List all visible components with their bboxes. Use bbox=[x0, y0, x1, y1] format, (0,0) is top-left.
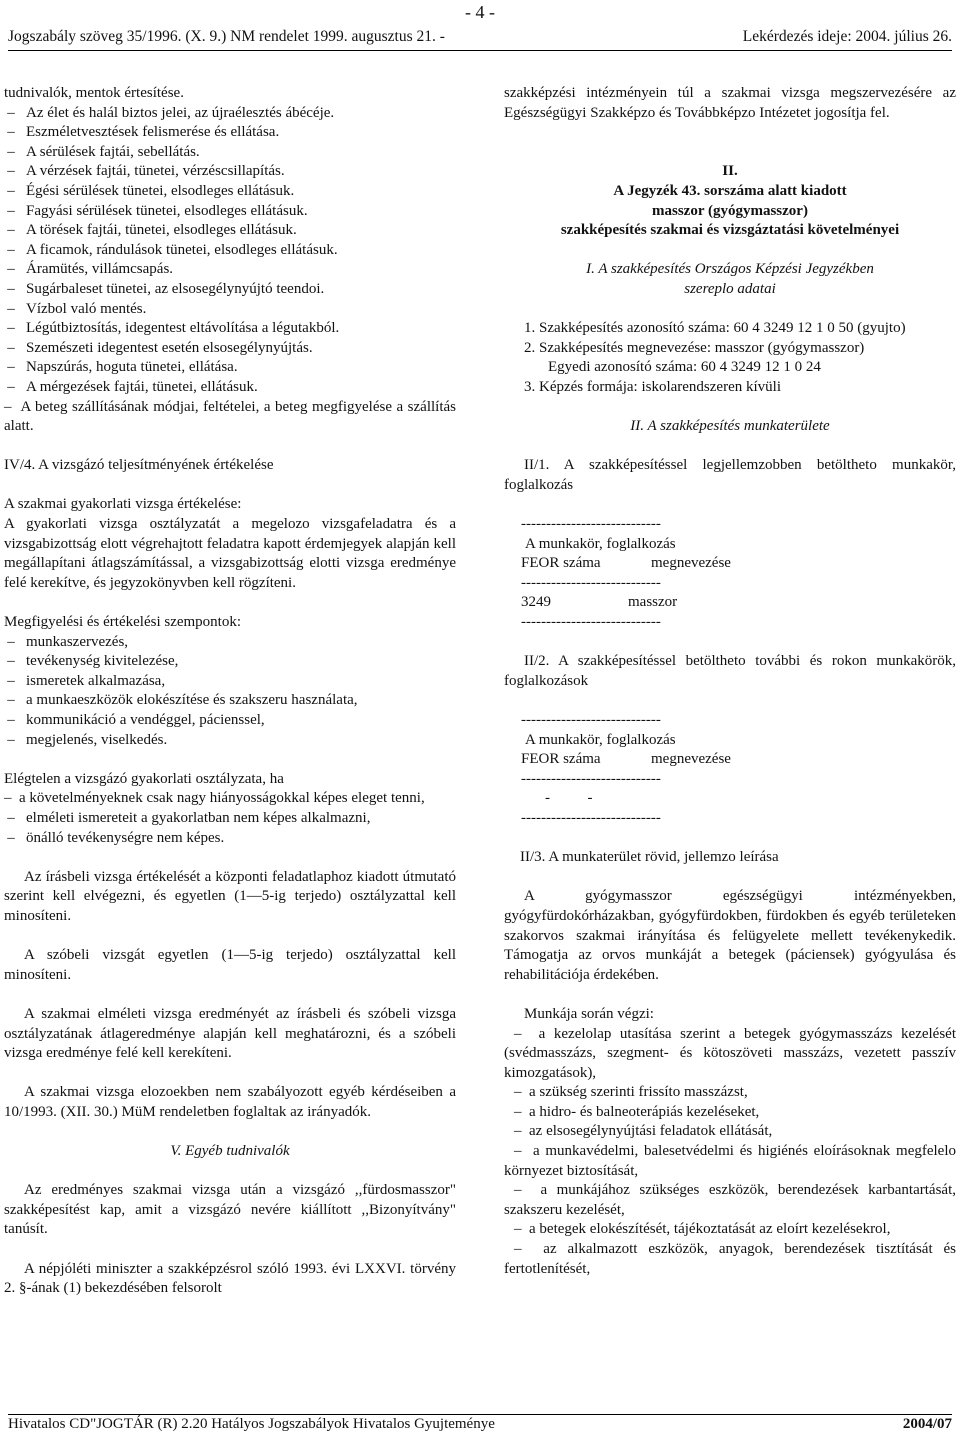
dash-mark: – bbox=[514, 1241, 544, 1258]
list-item: – tevékenység kivitelezése, bbox=[4, 652, 456, 672]
list-item: – Fagyási sérülések tünetei, elsodleges ellátásuk. bbox=[4, 202, 456, 222]
list-item bbox=[504, 1122, 956, 1142]
continuation-paragraph: szakképzési intézményein túl a szakmai vizsga megszervezésére az Egészségügyi Szakképzo és Továbbképzo Intézetet jogosítja fel. bbox=[504, 85, 956, 121]
list-item: – A mérgezések fajtái, tünetei, ellátásuk. bbox=[4, 378, 456, 398]
dash-mark: – bbox=[514, 1103, 529, 1120]
header-query-date: Lekérdezés ideje: 2004. július 26. bbox=[742, 28, 952, 45]
minister-paragraph: A népjóléti miniszter a szakképzésrol szóló 1993. évi LXXVI. törvény 2. §-ának (1) bekezdésében felsorolt bbox=[4, 1260, 456, 1297]
dash-mark: – bbox=[514, 1221, 529, 1238]
table-row: - - bbox=[545, 790, 593, 807]
table-row bbox=[521, 593, 956, 613]
section-ii-heading: II. A szakképesítés munkaterülete bbox=[630, 418, 830, 435]
list-item: – A ficamok, rándulások tünetei, elsodleges ellátásuk. bbox=[4, 241, 456, 261]
tasks-heading: Munkája során végzi: bbox=[524, 1005, 654, 1022]
certificate-paragraph: Az eredményes szakmai vizsga után a vizsgázó ,,fürdosmasszor" szakképesítést kap, amit a vizsgázó nevére kiállított ,,Bizonyítvány" tanúsít. bbox=[4, 1182, 456, 1238]
oral-exam-paragraph: A szóbeli vizsgát egyetlen (1—5-ig terjedo) osztályzattal kell minosíteni. bbox=[4, 947, 456, 983]
table-rule: ---------------------------- bbox=[521, 516, 661, 533]
part-roman-numeral: II. bbox=[722, 163, 738, 180]
table-header-row bbox=[521, 750, 956, 770]
list-item bbox=[504, 1220, 956, 1240]
list-item-wrapped bbox=[4, 789, 456, 809]
page-footer bbox=[8, 1414, 952, 1435]
list-item: – önálló tevékenységre nem képes. bbox=[4, 829, 456, 849]
list-item-text: a hidro- és balneoterápiás kezeléseket, bbox=[529, 1103, 760, 1120]
intro-line: tudnivalók, mentok értesítése. bbox=[4, 85, 184, 101]
list-item bbox=[504, 1083, 956, 1103]
table-title: A munkakör, foglalkozás bbox=[525, 731, 676, 748]
ii3-heading: II/3. A munkaterület rövid, jellemzo leírása bbox=[520, 849, 779, 866]
list-item-text: az elsosegélynyújtási feladatok ellátását, bbox=[529, 1123, 773, 1140]
occupation-name: masszor bbox=[628, 594, 678, 611]
written-exam-paragraph: Az írásbeli vizsga értékelését a központi feladatlaphoz kiadott útmutató szerint kell elvégezni, és egyetlen (1—5-ig terjedo) osztályzattal kell minosíteni. bbox=[4, 868, 456, 924]
item-3: 3. Képzés formája: iskolarendszeren kívüli bbox=[524, 378, 781, 395]
list-item: – A törések fajtái, tünetei, elsodleges ellátásuk. bbox=[4, 221, 456, 241]
table-header-feor: FEOR száma bbox=[521, 751, 601, 768]
table-rule: ---------------------------- bbox=[521, 614, 661, 631]
list-item: – munkaszervezés, bbox=[4, 633, 456, 653]
item-2-sub: Egyedi azonosító száma: 60 4 3249 12 1 0 24 bbox=[548, 359, 821, 376]
title-line-2: masszor (gyógymasszor) bbox=[652, 202, 808, 219]
dash-mark: – bbox=[4, 398, 21, 415]
list-item: – Áramütés, villámcsapás. bbox=[4, 260, 456, 280]
list-item: – ismeretek alkalmazása, bbox=[4, 672, 456, 692]
list-item-text: A beteg szállításának módjai, feltételei, a beteg megfigyelése a szállítás alatt. bbox=[4, 398, 456, 435]
table-header-row bbox=[521, 554, 956, 574]
list-item bbox=[504, 1103, 956, 1123]
table-rule: ---------------------------- bbox=[521, 574, 661, 591]
footer-source: Hivatalos CD"JOGTÁR (R) 2.20 Hatályos Jogszabályok Hivatalos Gyujteménye bbox=[8, 1416, 495, 1432]
list-item: – elméleti ismereteit a gyakorlatban nem képes alkalmazni, bbox=[4, 809, 456, 829]
list-item: – megjelenés, viselkedés. bbox=[4, 731, 456, 751]
list-item: – Sugárbaleset tünetei, az elsosegélynyújtó teendoi. bbox=[4, 280, 456, 300]
first-aid-topics bbox=[4, 104, 456, 437]
list-item bbox=[504, 1240, 956, 1279]
practical-paragraph: A gyakorlati vizsga osztályzatát a megelozo vizsgafeladatra és a vizsgabizottság elott végrehajtott feladatra kapott érdemjegyek alapján kell megállapítani átlagszámítással, a vizsgabizottság elotti vizsga eredménye felé kerekítve, és jegyzokönyvben kell rögzíteni. bbox=[4, 516, 456, 591]
dash-mark: – bbox=[514, 1084, 529, 1101]
feor-code: 3249 bbox=[521, 594, 551, 611]
ii1-heading: II/1. A szakképesítéssel legjellemzobben betöltheto munkakör, foglalkozás bbox=[504, 457, 956, 493]
page-header bbox=[8, 28, 952, 51]
section-i-heading-cont: szereplo adatai bbox=[684, 280, 776, 297]
title-line-3: szakképesítés szakmai és vizsgáztatási követelményei bbox=[560, 222, 900, 239]
dash-mark: – bbox=[514, 1182, 541, 1199]
list-item bbox=[504, 1181, 956, 1220]
page-number: - 4 - bbox=[465, 2, 495, 22]
ii2-heading: II/2. A szakképesítéssel betöltheto további és rokon munkakörök, foglalkozások bbox=[504, 653, 956, 689]
table-rule: ---------------------------- bbox=[521, 809, 661, 826]
section-i-heading: I. A szakképesítés Országos Képzési Jegyzékben bbox=[586, 261, 874, 278]
list-item bbox=[504, 1142, 956, 1181]
list-item: – kommunikáció a vendéggel, pácienssel, bbox=[4, 711, 456, 731]
dash-mark: – bbox=[4, 790, 19, 807]
item-2: 2. Szakképesítés megnevezése: masszor (gyógymasszor) bbox=[524, 339, 865, 356]
work-description: A gyógymasszor egészségügyi intézményekben, gyógyfürdokórházakban, gyógyfürdokben, fürdokben és egyéb területeken szakorvos szakmai irányítása és felügyelete mellett tevékenykedik. Támogatja az orvos munkáját a betegek (páciensek) gyógyulása és rehabilitációja érdekében. bbox=[504, 888, 956, 983]
table-rule: ---------------------------- bbox=[521, 712, 661, 728]
list-item bbox=[504, 1025, 956, 1084]
header-source: Jogszabály szöveg 35/1996. (X. 9.) NM rendelet 1999. augusztus 21. - bbox=[8, 28, 445, 45]
list-item: – Az élet és halál biztos jelei, az újraélesztés ábécéje. bbox=[4, 104, 456, 124]
list-item: – a munkaeszközök elokészítése és szakszeru használata, bbox=[4, 691, 456, 711]
right-column bbox=[504, 84, 956, 1279]
list-item-text: a betegek elokészítését, tájékoztatását az eloírt kezelésekrol, bbox=[529, 1221, 891, 1238]
list-item-text: a munkavédelmi, balesetvédelmi és higiénés eloírásoknak megfelelo környezet biztosítását, bbox=[504, 1143, 957, 1179]
list-item-last bbox=[4, 398, 456, 437]
dash-mark: – bbox=[514, 1123, 529, 1140]
table-rule: ---------------------------- bbox=[521, 770, 661, 787]
section-iv4-heading: IV/4. A vizsgázó teljesítményének értékelése bbox=[4, 457, 274, 474]
table-title: A munkakör, foglalkozás bbox=[525, 535, 676, 552]
list-item: – Eszméletvesztések felismerése és ellátása. bbox=[4, 123, 456, 143]
other-rules-paragraph: A szakmai vizsga elozoekben nem szabályozott egyéb kérdéseiben a 10/1993. (XII. 30.) MüM rendeletben foglaltak az irányadók. bbox=[4, 1084, 456, 1120]
list-item-text: a kezelolap utasítása szerint a betegek gyógymasszázs kezelését (svédmasszázs, szegment- és kötoszöveti masszázs, vezetett passzív kimozgatások), bbox=[504, 1025, 957, 1081]
occupation-table-1 bbox=[504, 515, 956, 633]
list-item: – Napszúrás, hoguta tünetei, ellátása. bbox=[4, 358, 456, 378]
criteria-heading: Megfigyelési és értékelési szempontok: bbox=[4, 614, 242, 631]
list-item-text: a követelményeknek csak nagy hiányosságokkal képes eleget tenni, bbox=[19, 790, 425, 807]
dash-mark: – bbox=[514, 1143, 533, 1160]
table-header-feor: FEOR száma bbox=[521, 555, 601, 572]
list-item: – Szemészeti idegentest esetén elsosegélynyújtás. bbox=[4, 339, 456, 359]
title-line-1: A Jegyzék 43. sorszáma alatt kiadott bbox=[613, 182, 847, 199]
item-1: 1. Szakképesítés azonosító száma: 60 4 3249 12 1 0 50 (gyujto) bbox=[524, 320, 906, 337]
list-item-text: a szükség szerinti frissíto masszázst, bbox=[529, 1084, 748, 1101]
practical-heading: A szakmai gyakorlati vizsga értékelése: bbox=[4, 496, 242, 513]
list-item: – Légútbiztosítás, idegentest eltávolítása a légutakból. bbox=[4, 319, 456, 339]
list-item: – A vérzések fajtái, tünetei, vérzéscsillapítás. bbox=[4, 162, 456, 182]
left-column bbox=[4, 84, 456, 1299]
table-header-name: megnevezése bbox=[651, 555, 731, 572]
list-item: – Vízbol való mentés. bbox=[4, 300, 456, 320]
list-item-text: a munkájához szükséges eszközök, berendezések karbantartását, szakszeru kezelését, bbox=[504, 1182, 956, 1218]
insufficient-heading: Elégtelen a vizsgázó gyakorlati osztályzata, ha bbox=[4, 770, 284, 787]
occupation-table-2 bbox=[504, 711, 956, 829]
dash-mark: – bbox=[514, 1025, 539, 1042]
theory-exam-paragraph: A szakmai elméleti vizsga eredményét az írásbeli és szóbeli vizsga osztályzatának átlageredménye alapján kell meghatározni, és a szóbeli vizsga eredménye felé kell kerekíteni. bbox=[4, 1005, 456, 1062]
list-item-text: az alkalmazott eszközök, anyagok, berendezések tisztítását és fertotlenítését, bbox=[504, 1241, 957, 1277]
section-v-heading: V. Egyéb tudnivalók bbox=[170, 1143, 290, 1160]
table-header-name: megnevezése bbox=[651, 751, 731, 768]
footer-edition: 2004/07 bbox=[902, 1416, 952, 1432]
list-item: – Égési sérülések tünetei, elsodleges ellátásuk. bbox=[4, 182, 456, 202]
list-item: – A sérülések fajtái, sebellátás. bbox=[4, 143, 456, 163]
